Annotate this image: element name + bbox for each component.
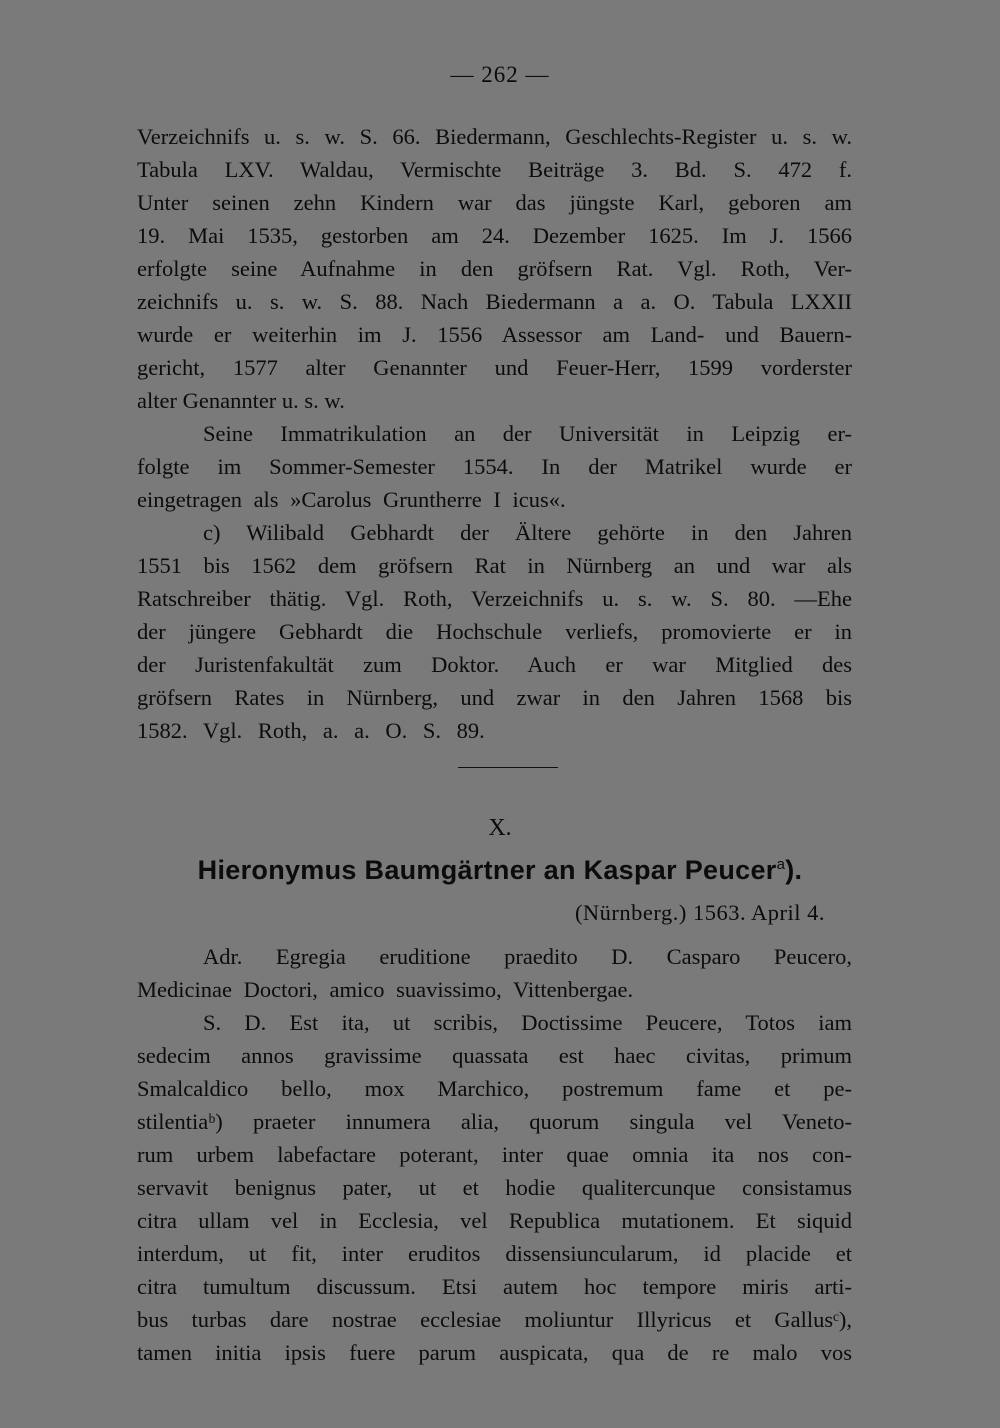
text-line: servavit benignus pater, ut et hodie qualitercunque consistamus bbox=[137, 1175, 852, 1200]
text-line: Verzeichnifs u. s. w. S. 66. Biedermann, Geschlechts-Register u. s. w. bbox=[137, 124, 852, 149]
text-line: alter Genannter u. s. w. bbox=[137, 388, 345, 413]
text-line: folgte im Sommer-Semester 1554. In der Matrikel wurde er bbox=[137, 454, 852, 479]
heading-close: ). bbox=[785, 855, 803, 885]
text-line: Smalcaldico bello, mox Marchico, postremum fame et pe- bbox=[137, 1076, 852, 1101]
text-line: sedecim annos gravissime quassata est haec civitas, primum bbox=[137, 1043, 852, 1068]
page-number: — 262 — bbox=[450, 62, 550, 87]
text-line: bus turbas dare nostrae ecclesiae moliuntur Illyricus et Gallusᶜ), bbox=[137, 1307, 852, 1332]
text-line: der Juristenfakultät zum Doktor. Auch er war Mitglied des bbox=[137, 652, 852, 677]
letter-heading bbox=[0, 855, 1000, 886]
text-line: eingetragen als »Carolus Gruntherre I icus«. bbox=[137, 487, 566, 512]
text-line: Seine Immatrikulation an der Universität in Leipzig er- bbox=[203, 421, 852, 446]
text-line: zeichnifs u. s. w. S. 88. Nach Biedermann a a. O. Tabula LXXII bbox=[137, 289, 852, 314]
text-line: Ratschreiber thätig. Vgl. Roth, Verzeichnifs u. s. w. S. 80. —Ehe bbox=[137, 586, 852, 611]
text-line: Adr. Egregia eruditione praedito D. Casparo Peucero, bbox=[203, 944, 852, 969]
heading-footnote-mark: a bbox=[776, 856, 786, 873]
text-line: interdum, ut fit, inter eruditos dissensiuncularum, id placide et bbox=[137, 1241, 852, 1266]
text-line: wurde er weiterhin im J. 1556 Assessor am Land- und Bauern- bbox=[137, 322, 852, 347]
text-line: c) Wilibald Gebhardt der Ältere gehörte in den Jahren bbox=[203, 520, 852, 545]
text-line: S. D. Est ita, ut scribis, Doctissime Peucere, Totos iam bbox=[203, 1010, 852, 1035]
text-line: citra tumultum discussum. Etsi autem hoc tempore miris arti- bbox=[137, 1274, 852, 1299]
text-line: der jüngere Gebhardt die Hochschule verliefs, promovierte er in bbox=[137, 619, 852, 644]
text-line: 1582. Vgl. Roth, a. a. O. S. 89. bbox=[137, 718, 485, 743]
text-line: tamen initia ipsis fuere parum auspicata, qua de re malo vos bbox=[137, 1340, 852, 1365]
text-line: Medicinae Doctori, amico suavissimo, Vittenbergae. bbox=[137, 977, 634, 1002]
text-line: rum urbem labefactare poterant, inter quae omnia ita nos con- bbox=[137, 1142, 852, 1167]
text-line: stilentiaᵇ) praeter innumera alia, quorum singula vel Veneto- bbox=[137, 1109, 852, 1134]
text-line: 19. Mai 1535, gestorben am 24. Dezember 1625. Im J. 1566 bbox=[137, 223, 852, 248]
heading-text: Hieronymus Baumgärtner an Kaspar Peucer bbox=[197, 855, 777, 885]
text-line: gröfsern Rates in Nürnberg, und zwar in den Jahren 1568 bis bbox=[137, 685, 852, 710]
letter-dateline: (Nürnberg.) 1563. April 4. bbox=[574, 900, 825, 925]
text-line: Tabula LXV. Waldau, Vermischte Beiträge 3. Bd. S. 472 f. bbox=[137, 157, 852, 182]
text-line: Unter seinen zehn Kindern war das jüngste Karl, geboren am bbox=[137, 190, 852, 215]
text-line: gericht, 1577 alter Genannter und Feuer-Herr, 1599 vorderster bbox=[137, 355, 852, 380]
text-line: 1551 bis 1562 dem gröfsern Rat in Nürnberg an und war als bbox=[137, 553, 852, 578]
text-line: citra ullam vel in Ecclesia, vel Republica mutationem. Et siquid bbox=[137, 1208, 852, 1233]
section-numeral: X. bbox=[488, 815, 512, 841]
section-divider bbox=[458, 767, 558, 768]
text-line: erfolgte seine Aufnahme in den gröfsern Rat. Vgl. Roth, Ver- bbox=[137, 256, 852, 281]
